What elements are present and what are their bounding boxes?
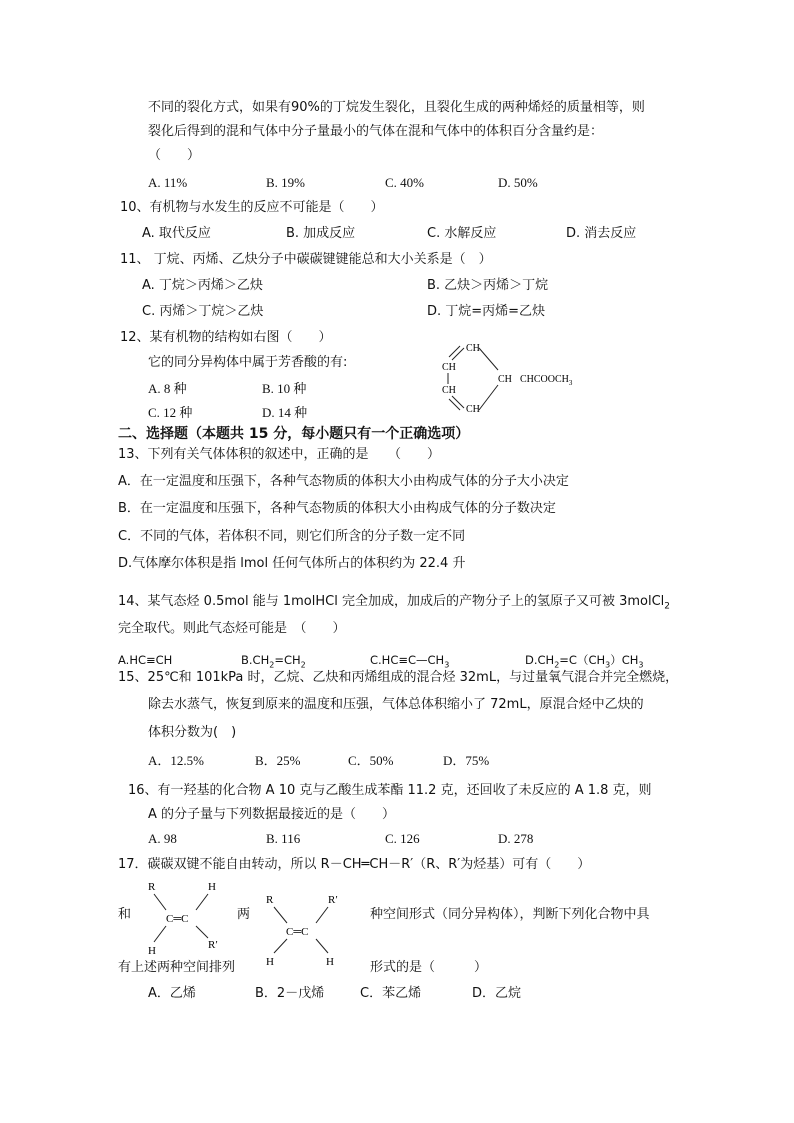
q15-option-a: A．12.5% [148, 753, 204, 768]
s2-double-bond: C═C [286, 926, 309, 938]
q17-structure-cis [140, 878, 230, 958]
section-2-title: 二、选择题（本题共 15 分，每小题只有一个正确选项） [118, 426, 470, 442]
q9-option-a: A. 11% [148, 175, 188, 190]
s1-top-right: H [208, 881, 216, 893]
q10-option-b: B. 加成反应 [286, 226, 356, 241]
s1-double-bond: C═C [166, 913, 189, 925]
q17-line3b: 形式的是（ ） [370, 960, 488, 975]
s2-bottom-left: H [266, 956, 274, 968]
q17-structure-trans [260, 889, 350, 969]
ring-bonds [448, 346, 498, 410]
q14-option-c: $C.HC\equiv C—CH_3$ [370, 653, 450, 670]
q16-option-b: B. 116 [266, 831, 301, 846]
q11-option-d: D. 丁烷=丙烯=乙炔 [427, 304, 546, 319]
s1-bottom-right: R′ [208, 939, 218, 951]
q12-stem: 12、某有机物的结构如右图（ ） [120, 330, 332, 345]
q10-option-a: A. 取代反应 [142, 226, 211, 241]
q9-option-d: D. 50% [498, 175, 538, 190]
ch-left-upper: CH [442, 362, 456, 373]
q16-option-c: C. 126 [385, 831, 420, 846]
q9-line2: 裂化后得到的混和气体中分子量最小的气体在混和气体中的体积百分含量约是： [148, 124, 604, 139]
q12-option-a: A. 8 种 [148, 381, 187, 396]
q12-option-b: B. 10 种 [262, 381, 307, 396]
q13-option-d: D.气体摩尔体积是指 lmol 任何气体所占的体积约为 22.4 升 [118, 556, 466, 571]
q16-line1: 16、有一羟基的化合物 A 10 克与乙酸生成苯酯 11.2 克，还回收了未反应的 A 1.8 克，则 [128, 783, 652, 798]
q11-stem: 11、 丁烷、丙烯、乙炔分子中碳碳键键能总和大小关系是（ ） [120, 252, 492, 267]
q14-option-a: A.HC≡CH [118, 653, 173, 667]
q16-option-a: A. 98 [148, 831, 177, 846]
s2-top-left: R [266, 894, 274, 906]
q17-line3a: 有上述两种空间排列 [118, 960, 236, 975]
q14-line1: 14、某气态烃 0.5mol 能与 1molHCl 完全加成，加成后的产物分子上的氢原子又可被 3molCl$_2$ [118, 594, 670, 612]
q12-subquestion: 它的同分异构体中属于芳香酸的有: [148, 355, 348, 370]
ester-group: $CHCOOCH_3$ [520, 374, 573, 387]
q17-word-he: 和 [118, 907, 132, 922]
s2-bottom-right: H [326, 956, 334, 968]
ch-bottom: CH [466, 404, 480, 415]
q17-option-a: A．乙烯 [148, 986, 196, 1001]
q17-option-c: C．苯乙烯 [360, 986, 422, 1001]
ch-right: CH [498, 374, 512, 385]
ch-left-lower: CH [442, 385, 456, 396]
q13-stem: 13、下列有关气体体积的叙述中，正确的是 （ ） [118, 447, 441, 462]
q16-line2: A 的分子量与下列数据最接近的是（ ） [148, 807, 396, 822]
q13-option-c: C．不同的气体，若体积不同，则它们所含的分子数一定不同 [118, 529, 466, 544]
q14-option-d: $D.CH_2=C(CH_3)CH_3$ [525, 653, 644, 670]
s2-top-right: R′ [328, 894, 338, 906]
q17-word-liang: 两 [237, 907, 251, 922]
q17-line1: 17．碳碳双键不能自由转动，所以 R－CH═CH－R′（R、R′为烃基）可有（ ） [118, 857, 591, 872]
q12-structure-diagram [438, 340, 588, 420]
q10-stem: 10、有机物与水发生的反应不可能是（ ） [120, 200, 384, 215]
s1-top-left: R [148, 881, 156, 893]
q11-option-c: C. 丙烯＞丁烷＞乙炔 [142, 304, 264, 319]
q16-option-d: D. 278 [498, 831, 534, 846]
q13-option-a: A．在一定温度和压强下，各种气态物质的体积大小由构成气体的分子大小决定 [118, 474, 569, 489]
q12-option-d: D. 14 种 [262, 405, 308, 420]
q14-option-b: $B.CH_2=CH_2$ [241, 653, 306, 670]
s1-bottom-left: H [148, 945, 156, 957]
q17-option-b: B．2－戊烯 [255, 986, 325, 1001]
q9-option-b: B. 19% [266, 175, 305, 190]
q10-option-c: C. 水解反应 [427, 226, 497, 241]
q14-line2: 完全取代。则此气态烃可能是 （ ） [118, 621, 346, 636]
q15-option-b: B．25% [255, 753, 301, 768]
q10-option-d: D. 消去反应 [566, 226, 637, 241]
q11-option-b: B. 乙炔＞丙烯＞丁烷 [427, 278, 549, 293]
ch-top: CH [466, 343, 480, 354]
q13-option-b: B．在一定温度和压强下，各种气态物质的体积大小由构成气体的分子数决定 [118, 501, 556, 516]
q15-line2: 除去水蒸气，恢复到原来的温度和压强，气体总体积缩小了 72mL，原混合烃中乙炔的 [148, 697, 644, 712]
q15-option-c: C．50% [348, 753, 394, 768]
q15-line3: 体积分数为( ) [148, 725, 237, 740]
q9-line1: 不同的裂化方式，如果有90%的丁烷发生裂化，且裂化生成的两种烯烃的质量相等，则 [148, 100, 645, 115]
q15-option-d: D．75% [443, 753, 490, 768]
q12-option-c: C. 12 种 [148, 405, 193, 420]
q9-blank: （ ） [148, 148, 201, 163]
q17-text-right: 种空间形式（同分异构体），判断下列化合物中具 [370, 907, 650, 922]
q9-option-c: C. 40% [385, 175, 424, 190]
q17-option-d: D．乙烷 [472, 986, 522, 1001]
q15-line1: 15、25℃和 101kPa 时，乙烷、乙炔和丙烯组成的混合烃 32mL，与过量氧气混合并完全燃烧， [118, 670, 679, 685]
q11-option-a: A. 丁烷＞丙烯＞乙炔 [142, 278, 263, 293]
